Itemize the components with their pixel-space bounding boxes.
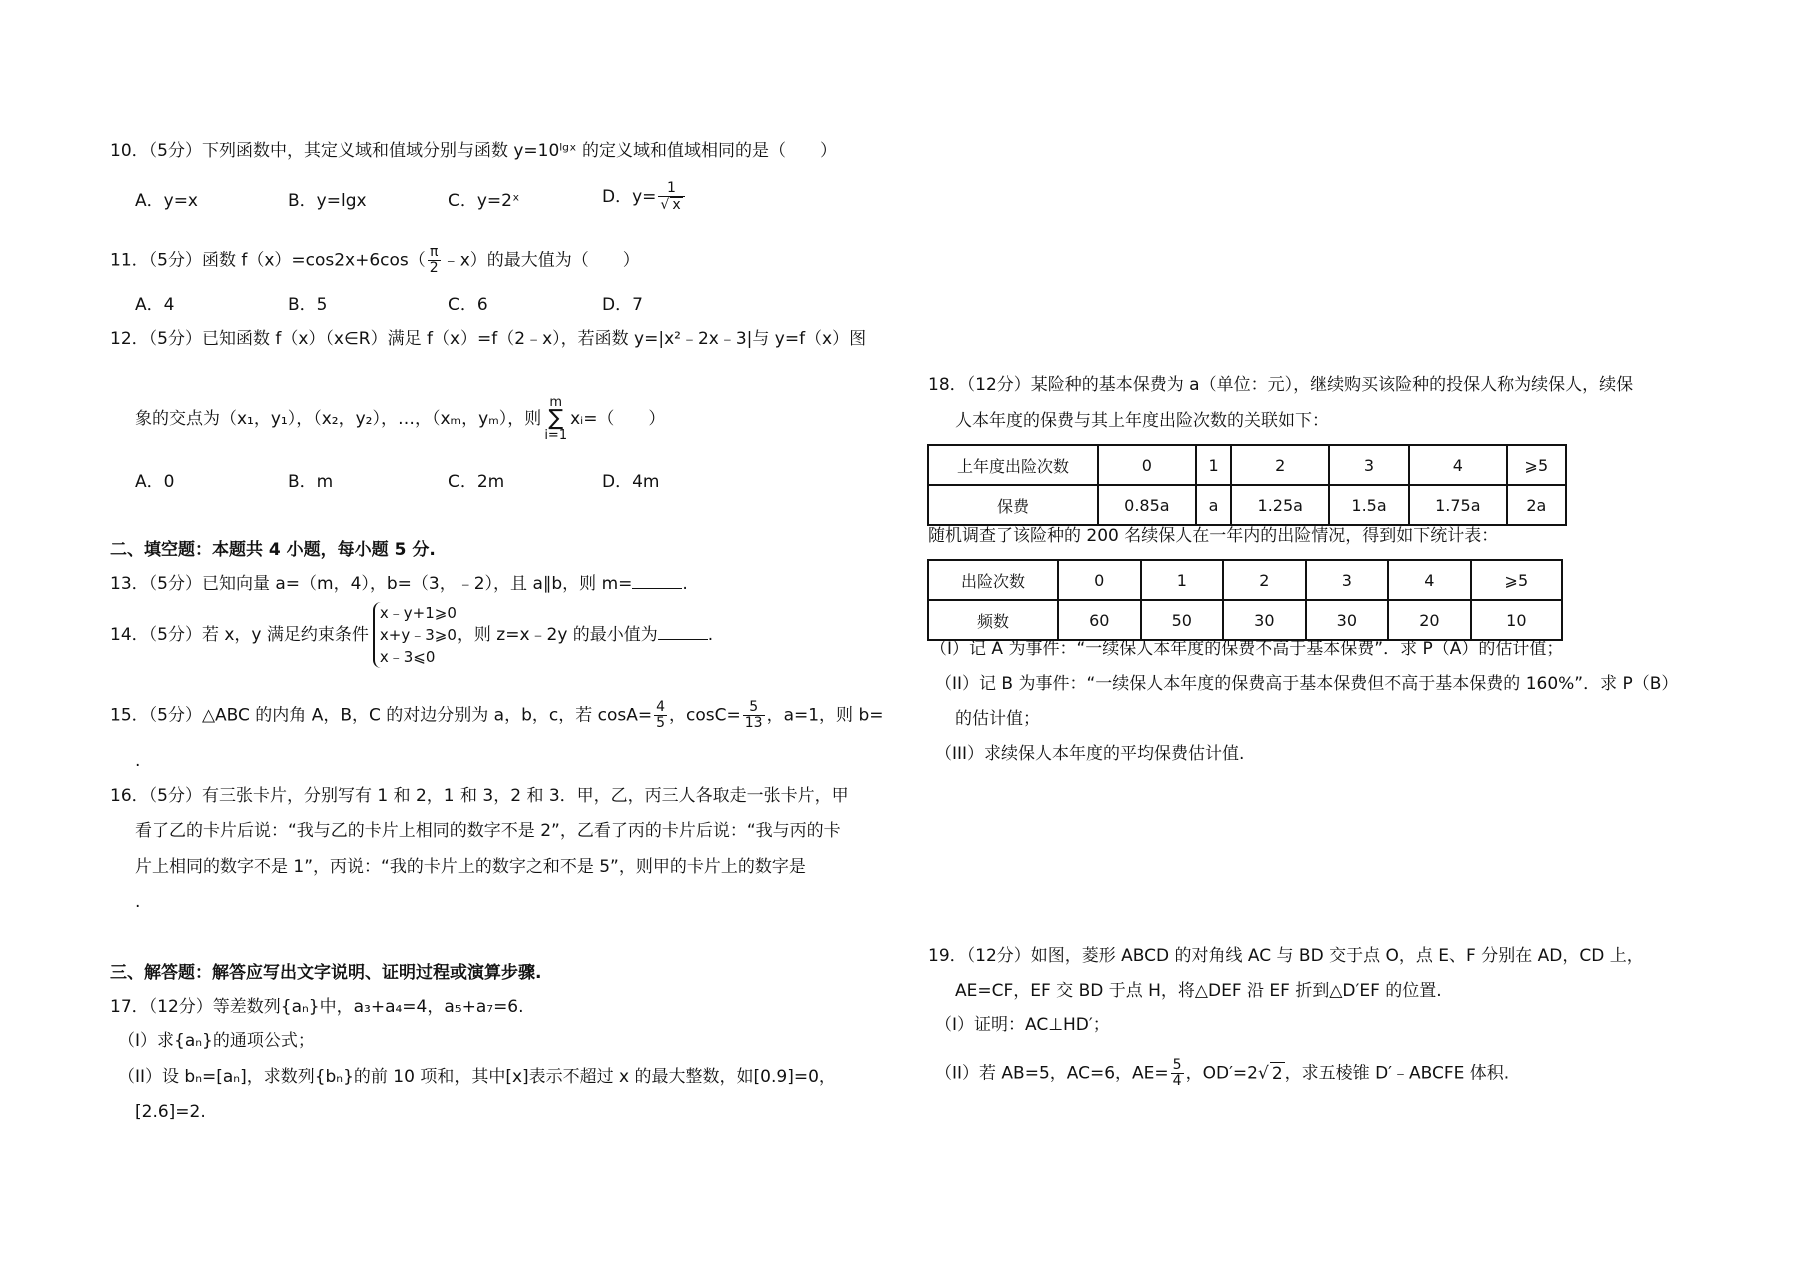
q12-option-c: C．2m — [448, 472, 505, 492]
q10-option-b: B．y=lgx — [288, 191, 367, 211]
q10-stem: 10．（5分）下列函数中，其定义域和值域分别与函数 y=10ˡᵍˣ 的定义域和值域相同的是（ ） — [110, 141, 837, 161]
frequency-table-header-row — [928, 560, 1562, 600]
q12-option-a: A．0 — [135, 472, 175, 492]
frequency-table-cell: 60 — [1058, 600, 1141, 640]
q12-line1: 12．（5分）已知函数 f（x）（x∈R）满足 f（x）=f（2﹣x），若函数 y=|x²﹣2x﹣3|与 y=f（x）图 — [110, 329, 867, 349]
frequency-table-cell: 30 — [1306, 600, 1389, 640]
frequency-table-cell: 频数 — [928, 600, 1058, 640]
q18-part2-cont: 的估计值； — [955, 709, 1040, 729]
frequency-table-cell: ⩾5 — [1471, 560, 1562, 600]
frequency-table-cell: 出险次数 — [928, 560, 1058, 600]
q12-option-b: B．m — [288, 472, 334, 492]
frequency-table-cell: 10 — [1471, 600, 1562, 640]
frequency-table-value-row — [928, 600, 1562, 640]
premium-table-cell: a — [1196, 485, 1232, 525]
premium-table-cell: 1.5a — [1329, 485, 1409, 525]
premium-table-cell: 1.25a — [1231, 485, 1329, 525]
q17-part1: （I）求{aₙ}的通项公式； — [118, 1031, 315, 1051]
q11-stem: 11．（5分）函数 f（x）=cos2x+6cos（ $\frac{\pi}{2}$ ﹣x）的最大值为（ ） — [110, 244, 640, 276]
premium-table-value-row — [928, 485, 1566, 525]
frequency-table-cell: 0 — [1058, 560, 1141, 600]
q11-option-a: A．4 — [135, 295, 175, 315]
frequency-table-cell: 30 — [1223, 600, 1306, 640]
frequency-table — [927, 559, 1563, 641]
premium-table-cell: 4 — [1409, 445, 1507, 485]
q16-line1: 16．（5分）有三张卡片，分别写有 1 和 2，1 和 3，2 和 3．甲，乙，丙三人各取走一张卡片，甲 — [110, 786, 849, 806]
q10-option-d: D．y= $\frac{1}{√ x}$ — [602, 181, 687, 213]
premium-table-cell: 2 — [1231, 445, 1329, 485]
q16-line3: 片上相同的数字不是 1”，丙说：“我的卡片上的数字之和不是 5”，则甲的卡片上的数字是 — [135, 857, 806, 877]
q12-line2: 象的交点为（x₁，y₁），（x₂，y₂），…，（xₘ，yₘ），则m ∑ i=1xᵢ=（ ） — [135, 395, 666, 443]
q17-part2: （II）设 bₙ=[aₙ]，求数列{bₙ}的前 10 项和，其中[x]表示不超过 x 的最大整数，如[0.9]=0， — [118, 1067, 836, 1087]
q10-option-a: A．y=x — [135, 191, 198, 211]
premium-table-cell: 2a — [1507, 485, 1566, 525]
q18-line2: 人本年度的保费与其上年度出险次数的关联如下： — [955, 411, 1329, 431]
frequency-table-cell: 50 — [1141, 600, 1224, 640]
q11-option-b: B．5 — [288, 295, 328, 315]
q19-line2: AE=CF，EF 交 BD 于点 H，将△DEF 沿 EF 折到△D′EF 的位置. — [955, 981, 1442, 1001]
premium-table-cell: 3 — [1329, 445, 1409, 485]
q19-part1: （I）证明：AC⊥HD′； — [935, 1015, 1110, 1035]
frequency-table-cell: 20 — [1388, 600, 1471, 640]
q12-option-d: D．4m — [602, 472, 660, 492]
premium-table-cell: ⩾5 — [1507, 445, 1566, 485]
q19-part2: （II）若 AB=5，AC=6，AE= $\frac{5}{4}$ ，OD′=2√ 2 ，求五棱锥 D′﹣ABCFE 体积. — [935, 1057, 1510, 1089]
q18-line3: 随机调查了该险种的 200 名续保人在一年内的出险情况，得到如下统计表： — [928, 526, 1499, 546]
premium-table — [927, 444, 1567, 526]
q18-part2: （II）记 B 为事件：“一续保人本年度的保费高于基本保费但不高于基本保费的 160%”．求 P（B） — [935, 674, 1679, 694]
section-3-heading: 三、解答题：解答应写出文字说明、证明过程或演算步骤. — [110, 963, 542, 983]
premium-table-cell: 0.85a — [1098, 485, 1196, 525]
q15-blank-end: . — [135, 751, 141, 771]
q18-part3: （III）求续保人本年度的平均保费估计值. — [935, 744, 1245, 764]
frequency-table-cell: 3 — [1306, 560, 1389, 600]
q15-stem: 15．（5分）△ABC 的内角 A，B，C 的对边分别为 a，b，c，若 cosA= $\frac{4}{5}$ ，cosC= $\frac{5}{13}$ ，a=1，则 b= — [110, 699, 884, 731]
q17-part2-cont: [2.6]=2. — [135, 1102, 206, 1122]
premium-table-header-row — [928, 445, 1566, 485]
q13-stem: 13．（5分）已知向量 a=（m，4），b=（3，﹣2），且 a∥b，则 m= . — [110, 574, 688, 594]
frequency-table-cell: 4 — [1388, 560, 1471, 600]
q18-line1: 18．（12分）某险种的基本保费为 a（单位：元），继续购买该险种的投保人称为续保人，续保 — [928, 375, 1634, 395]
frequency-table-cell: 2 — [1223, 560, 1306, 600]
q14-stem: 14．（5分）若 x，y 满足约束条件 x﹣y+1⩾0 x+y﹣3⩾0 x﹣3⩽0 ，则 z=x﹣2y 的最小值为 . — [110, 604, 714, 666]
q16-line2: 看了乙的卡片后说：“我与乙的卡片上相同的数字不是 2”，乙看了丙的卡片后说：“我与丙的卡 — [135, 821, 841, 841]
q10-option-c: C．y=2ˣ — [448, 191, 520, 211]
premium-table-cell: 1.75a — [1409, 485, 1507, 525]
section-2-heading: 二、填空题：本题共 4 小题，每小题 5 分. — [110, 540, 436, 560]
q17-line1: 17．（12分）等差数列{aₙ}中，a₃+a₄=4，a₅+a₇=6. — [110, 997, 524, 1017]
q19-line1: 19．（12分）如图，菱形 ABCD 的对角线 AC 与 BD 交于点 O，点 E、F 分别在 AD，CD 上， — [928, 946, 1644, 966]
q14-constraints: x﹣y+1⩾0 x+y﹣3⩾0 x﹣3⩽0 — [373, 602, 457, 668]
q11-option-c: C．6 — [448, 295, 488, 315]
premium-table-cell: 1 — [1196, 445, 1232, 485]
premium-table-cell: 保费 — [928, 485, 1098, 525]
q16-line4: . — [135, 892, 141, 912]
q18-part1: （I）记 A 为事件：“一续保人本年度的保费不高于基本保费”．求 P（A）的估计值； — [930, 639, 1564, 659]
premium-table-cell: 上年度出险次数 — [928, 445, 1098, 485]
premium-table-cell: 0 — [1098, 445, 1196, 485]
frequency-table-cell: 1 — [1141, 560, 1224, 600]
q11-option-d: D．7 — [602, 295, 643, 315]
